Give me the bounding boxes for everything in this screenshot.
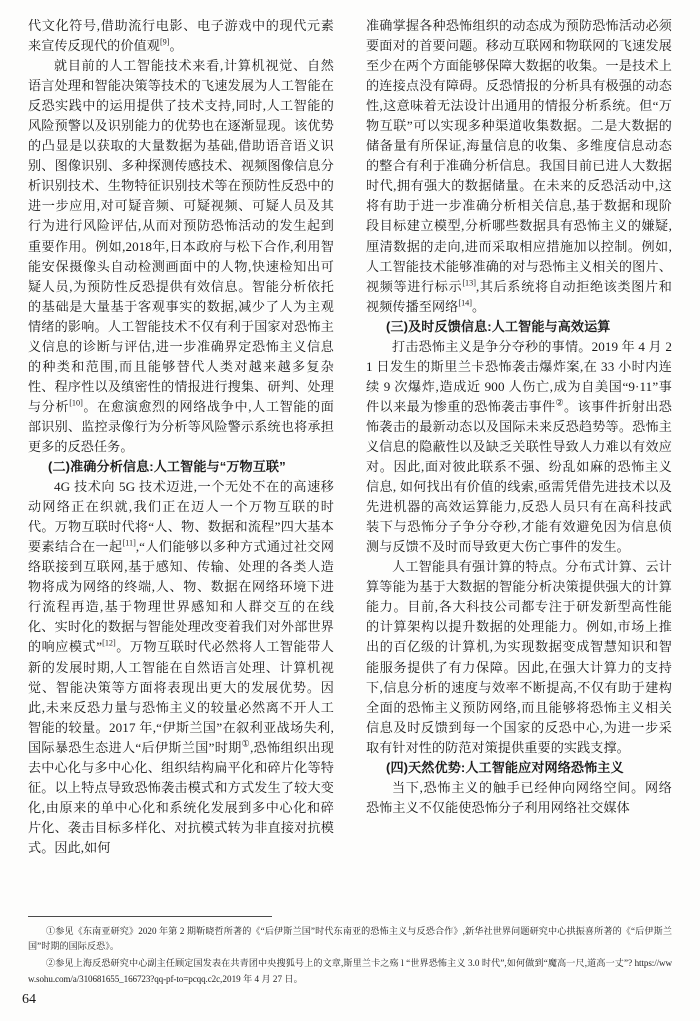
footnote-separator	[28, 916, 272, 917]
section-heading: (四)天然优势:人工智能应对网络恐怖主义	[386, 759, 624, 775]
citation-marker: [11]	[122, 538, 136, 548]
footnote-marker: ②	[555, 397, 565, 408]
left-column	[28, 16, 334, 902]
footnote-item: ②参见上海反恐研究中心副主任顾定国发表在共青团中央搜狐号上的文章,斯里兰卡之殇 l “世界恐怖主义 3.0 时代”,如何做到“魔高一尺,道高一丈”? https://www.sohu.com/a/310681655_166723?qq-pf-to=pcqq.c2c,2019 年 4 月 27 日。	[28, 958, 672, 984]
page-number: 64	[22, 992, 36, 1007]
citation-marker: [10]	[69, 398, 83, 408]
citation-marker: [13]	[462, 278, 476, 288]
paragraph: 当下,恐怖主义的触手已经伸向网络空间。网络恐怖主义不仅能使恐怖分子利用网络社交媒体	[366, 779, 672, 815]
footnote-marker: ②	[46, 958, 56, 969]
citation-marker: [9]	[159, 37, 170, 47]
two-column-body	[28, 16, 672, 902]
footnote-marker: ①	[241, 738, 251, 749]
paragraph: 打击恐怖主义是争分夺秒的事情。2019 年 4 月 21 日发生的斯里兰卡恐怖袭击爆炸案,在 33 小时内连续 9 次爆炸,造成近 900 人伤亡,成为自美国“9·11”事件以来最为惨重的恐怖袭击事件②。该事件折射出恐怖袭击的最新动态以及国际未来反恐趋势等。恐怖主义信息的隐蔽性以及缺乏关联性导致人力难以有效应对。因此,面对彼此联系不强、纷乱如麻的恐怖主义信息, 如何找出有价值的线索,亟需凭借先进技术以及先进机器的高效运算能力,反恐人员只有在高科技武装下与恐怖分子争分夺秒,才能有效避免因为信息侦测与反馈不及时而导致更大伤亡事件的发生。	[366, 338, 672, 555]
right-column	[366, 16, 672, 902]
section-heading: (三)及时反馈信息:人工智能与高效运算	[386, 318, 611, 334]
citation-marker: [14]	[458, 298, 472, 308]
paragraph: 就目前的人工智能技术来看,计算机视觉、自然语言处理和智能决策等技术的飞速发展为人工智能在反恐实践中的运用提供了技术支持,同时,人工智能的风险预警以及识别能力的优势也在逐渐显现。该优势的凸显是以获取的大量数据为基础,借助语音语义识别、图像识别、多种探测传感技术、视频图像信息分析识别技术、生物特征识别技术等在预防性反恐中的进一步应用,对可疑音频、可疑视频、可疑人员及其行为进行风险评估,从而对预防恐怖活动的发生起到重要作用。例如,2018年,日本政府与松下合作,利用智能安保摄像头自动检测画面中的人物,快速检知出可疑人员,为预防性反恐提供有效信息。智能分析依托的基础是大量基于客观事实的数据,减少了人为主观情绪的影响。人工智能技术不仅有利于国家对恐怖主义信息的诊断与评估,进一步准确界定恐怖主义信息的种类和范围,而且能够替代人类对越来越多复杂性、程序性以及缜密性的情报进行搜集、研判、处理与分析[10]。在愈演愈烈的网络战争中,人工智能的面部识别、监控录像行为分析等风险警示系统也将承担更多的反恐任务。	[28, 58, 334, 454]
paragraph: 准确掌握各种恐怖组织的动态成为预防恐怖活动必须要面对的首要问题。移动互联网和物联网的飞速发展至少在两个方面能够保障大数据的收集。一是技术上的连接点没有障碍。反恐情报的分析具有极强的动态性,这意味着无法设计出通用的情报分析系统。但“万物互联”可以实现多种渠道收集数据。二是大数据的储备量有所保证,海量信息的收集、多维度信息动态的整合有利于准确分析信息。我国目前已进人大数据时代,拥有强大的数据储量。在未来的反恐活动中,这将有助于进一步准确分析相关信息,基于数据和现阶段目标建立模型,分析哪些数据具有恐怖主义的嫌疑,厘清数据的走向,进而采取相应措施加以控制。例如,人工智能技术能够准确的对与恐怖主义相关的图片、视频等进行标示[13],其后系统将自动拒绝该类图片和视频传播至网络[14]。	[366, 18, 672, 314]
paragraph: 人工智能具有强计算的特点。分布式计算、云计算等能为基于大数据的智能分析决策提供强大的计算能力。目前,各大科技公司都专注于研发新型高性能的计算架构以提升数据的处理能力。例如,市场上推出的百亿级的计算机,为实现数据变成智慧知识和智能服务提供了有力保障。因此,在强大计算力的支持下,信息分析的速度与效率不断提高,不仅有助于建构全面的恐怖主义预防网络,而且能够将恐怖主义相关信息及时反馈到每一个国家的反恐中心,为进一步采取有针对性的防范对策提供重要的实践支撑。	[366, 559, 672, 755]
footnote-area	[28, 916, 672, 989]
footnote-item: ①参见《东南亚研究》2020 年第 2 期靳晓哲所著的《“后伊斯兰国”时代东南亚的恐怖主义与反恐合作》,新华社世界问题研究中心拱振喜所著的《“后伊斯兰国”时期的国际反恐》。	[28, 926, 672, 952]
section-heading: (二)准确分析信息:人工智能与“万物互联”	[48, 459, 286, 475]
paragraph: 4G 技术向 5G 技术迈进,一个无处不在的高速移动网络正在织就,我们正在迈人一个万物互联的时代。万物互联时代将“人、物、数据和流程”四大基本要素结合在一起[11],“人们能够以多种方式通过社交网络联接到互联网,基于感知、传输、处理的各类人造物将成为网络的终端,人、物、数据在网络环境下进行流程再造,基于物理世界感知和人群交互的在线化、实时化的数据与智能处理改变着我们对外部世界的响应模式”[12]。万物互联时代必然将人工智能带人新的发展时期,人工智能在自然语言处理、计算机视觉、智能决策等方面将表现出更大的发展优势。因此,未来反恐力量与恐怖主义的较量必然离不开人工智能的较量。2017 年,“伊斯兰国”在叙利亚战场失利,国际暴恐生态进人“后伊斯兰国”时期①,恐怖组织出现去中心化与多中心化、组织结构扁平化和碎片化等特征。以上特点导致恐怖袭击模式和方式发生了较大变化,由原来的单中心化和系统化发展到多中心化和碎片化、袭击目标多样化、对抗模式转为非直接对抗模式。因此,如何	[28, 479, 335, 855]
paragraph: 代文化符号,借助流行电影、电子游戏中的现代元素来宣传反现代的价值观[9]。	[28, 18, 334, 54]
footnote-url[interactable]: https://www.sohu.com/a/310681655_166723?qq-pf-to=pcqq.c2c	[28, 958, 672, 984]
citation-marker: [12]	[102, 639, 116, 649]
footnote-marker: ①	[46, 926, 56, 936]
